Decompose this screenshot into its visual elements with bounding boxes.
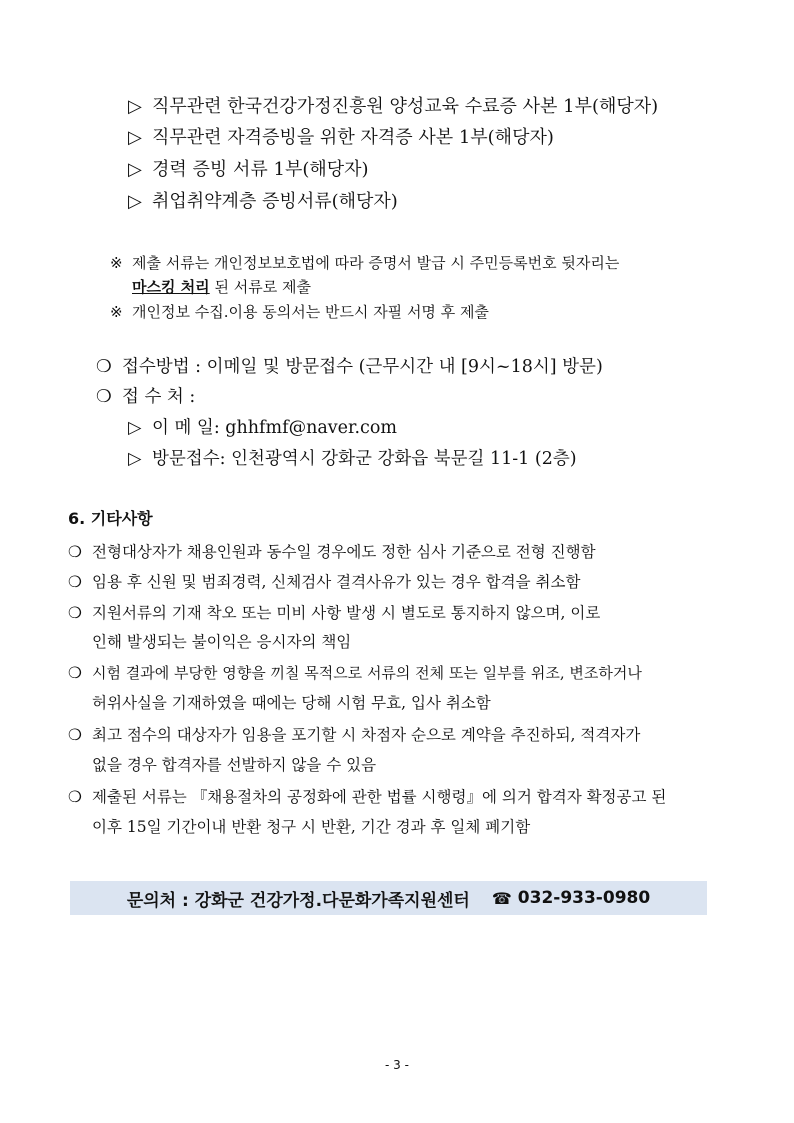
phone-icon: ☎ — [491, 888, 512, 908]
circle-bullet-icon: ❍ — [96, 387, 112, 407]
document-item — [128, 123, 554, 149]
reception-method-text: 접수방법 : 이메일 및 방문접수 (근무시간 내 [9시~18시] 방문) — [122, 357, 603, 377]
note-text: 제출 서류는 개인정보보호법에 따라 증명서 발급 시 주민등록번호 뒷자리는 — [132, 254, 620, 272]
triangle-bullet-icon: ▷ — [128, 127, 142, 148]
etc-item — [68, 601, 600, 623]
triangle-bullet-icon: ▷ — [128, 191, 142, 212]
contact-banner — [70, 881, 707, 915]
document-item-text: 경력 증빙 서류 1부(해당자) — [152, 159, 369, 180]
etc-item — [68, 662, 642, 683]
etc-item-continued: 이후 15일 기간이내 반환 청구 시 반환, 기간 경과 후 일체 폐기함 — [92, 818, 531, 836]
page-number: - 3 - — [385, 1058, 409, 1072]
etc-item — [68, 723, 640, 745]
reception-visit-text: 방문접수: 인천광역시 강화군 강화읍 북문길 11-1 (2층) — [152, 449, 577, 469]
circle-bullet-icon: ❍ — [68, 788, 82, 806]
triangle-bullet-icon: ▷ — [128, 418, 142, 438]
contact-label: 문의처 : 강화군 건강가정.다문화가족지원센터 — [126, 890, 470, 911]
triangle-bullet-icon: ▷ — [128, 96, 142, 117]
contact-phone: 032-933-0980 — [517, 888, 651, 908]
reception-email-text: 이 메 일: ghhfmf@naver.com — [152, 418, 397, 438]
document-item-text: 직무관련 자격증빙을 위한 자격증 사본 1부(해당자) — [152, 127, 554, 148]
triangle-bullet-icon: ▷ — [128, 159, 142, 180]
reception-place-text: 접 수 처 : — [122, 387, 196, 407]
note-consent — [110, 301, 489, 322]
etc-item-text: 최고 점수의 대상자가 임용을 포기할 시 차점자 순으로 계약을 추진하되, 적격자가 — [92, 726, 641, 744]
note-text: 된 서류로 제출 — [209, 278, 311, 296]
etc-item-text: 시험 결과에 부당한 영향을 끼칠 목적으로 서류의 전체 또는 일부를 위조, 변조하거나 — [92, 664, 642, 682]
circle-bullet-icon: ❍ — [96, 357, 112, 377]
document-item — [128, 155, 369, 181]
reference-mark-icon: ※ — [110, 303, 123, 321]
etc-item-continued: 허위사실을 기재하였을 때에는 당해 시험 무효, 입사 취소함 — [92, 694, 491, 712]
circle-bullet-icon: ❍ — [68, 604, 82, 622]
circle-bullet-icon: ❍ — [68, 664, 82, 682]
note-emphasis: 마스킹 처리 — [132, 278, 210, 296]
note-masking-continued — [132, 276, 311, 297]
etc-item-text: 제출된 서류는 『채용절차의 공정화에 관한 법률 시행령』에 의거 합격자 확정공고 된 — [92, 788, 667, 806]
reference-mark-icon: ※ — [110, 254, 123, 272]
etc-item — [68, 540, 596, 562]
circle-bullet-icon: ❍ — [68, 543, 82, 561]
document-item — [128, 92, 658, 118]
circle-bullet-icon: ❍ — [68, 726, 82, 744]
etc-item-text: 전형대상자가 채용인원과 동수일 경우에도 정한 심사 기준으로 전형 진행함 — [92, 543, 596, 561]
etc-item-continued: 없을 경우 합격자를 선발하지 않을 수 있음 — [92, 756, 377, 774]
note-text: 개인정보 수집.이용 동의서는 반드시 자필 서명 후 제출 — [132, 303, 489, 321]
section-title: 6. 기타사항 — [68, 509, 153, 528]
note-masking — [110, 252, 619, 273]
etc-item — [68, 785, 666, 807]
document-item-text: 직무관련 한국건강가정진흥원 양성교육 수료증 사본 1부(해당자) — [152, 96, 659, 117]
triangle-bullet-icon: ▷ — [128, 449, 142, 469]
reception-visit — [128, 445, 577, 470]
document-item-text: 취업취약계층 증빙서류(해당자) — [152, 191, 398, 212]
reception-method — [96, 353, 603, 378]
reception-place — [96, 383, 195, 408]
document-item — [128, 187, 398, 213]
reception-email — [128, 414, 397, 439]
etc-item-text: 임용 후 신원 및 범죄경력, 신체검사 결격사유가 있는 경우 합격을 취소함 — [92, 573, 581, 591]
circle-bullet-icon: ❍ — [68, 573, 82, 591]
etc-item-text: 지원서류의 기재 착오 또는 미비 사항 발생 시 별도로 통지하지 않으며, 이로 — [92, 604, 601, 622]
etc-item — [68, 570, 580, 592]
etc-item-continued: 인해 발생되는 불이익은 응시자의 책임 — [92, 633, 352, 651]
